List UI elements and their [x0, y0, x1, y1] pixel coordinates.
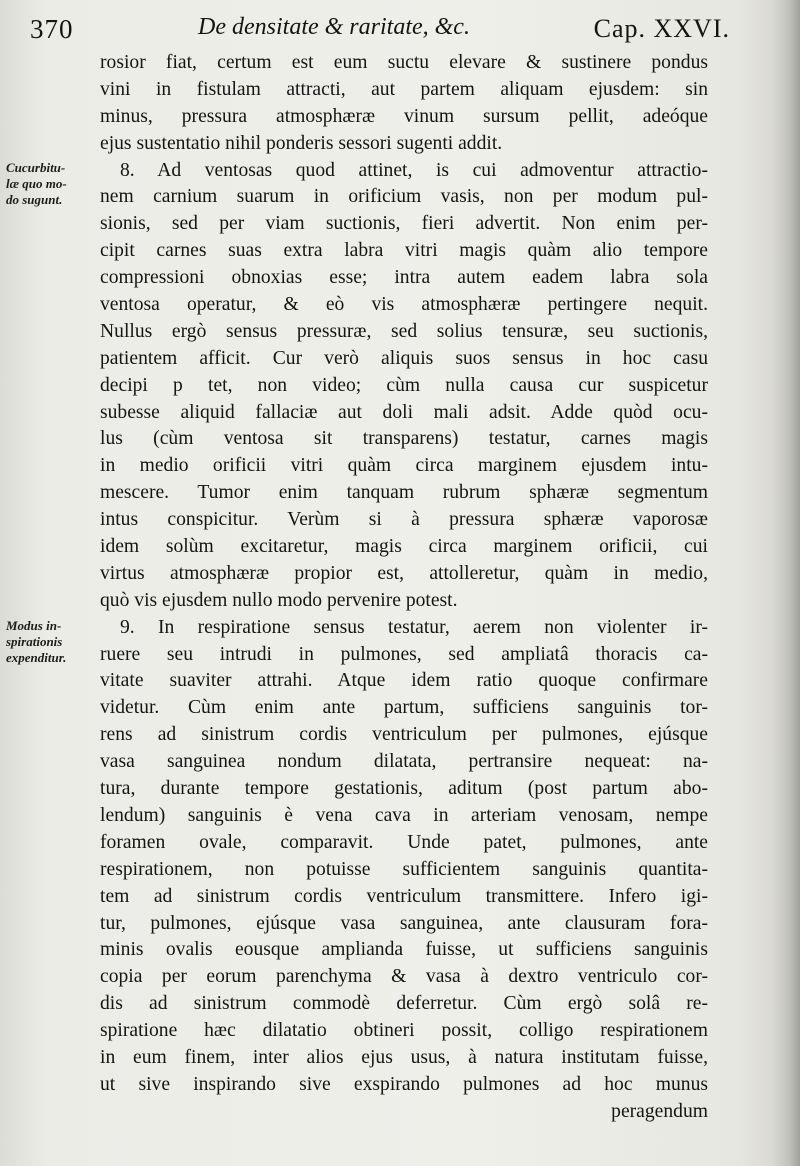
text-line: intus conspicitur. Verùm si à pressura sphæræ vaporosæ	[100, 509, 708, 531]
text-line: mescere. Tumor enim tanquam rubrum sphæræ segmentum	[100, 482, 708, 504]
text-line: vini in fistulam attracti, aut partem aliquam ejusdem: sin	[100, 78, 708, 100]
margin-note-line: expenditur.	[6, 650, 67, 665]
text-line: ut sive inspirando sive exspirando pulmones ad hoc munus	[100, 1073, 708, 1095]
text-line: respirationem, non potuisse sufficientem sanguinis quantita-	[100, 858, 708, 880]
text-line: idem solùm excitaretur, magis circa marginem orificii, cui	[100, 536, 708, 558]
paragraph-8-start: 8. Ad ventosas quod attinet, is cui admoventur attractio-	[120, 159, 708, 181]
margin-note-line: spirationis	[6, 634, 63, 649]
chapter-label: Cap. XXVI.	[593, 14, 730, 43]
text-line: sionis, sed per viam suctionis, fieri advertit. Non enim per-	[100, 213, 708, 235]
text-line: dis ad sinistrum commodè deferretur. Cùm ergò solâ re-	[100, 993, 708, 1015]
text-line: decipi p tet, non video; cùm nulla causa cur suspicetur	[100, 374, 708, 396]
text-line: in medio orificii vitri quàm circa marginem ejusdem intu-	[100, 455, 708, 477]
text-line: cipit carnes suas extra labra vitri magis quàm alio tempore	[100, 240, 708, 262]
text-line: Nullus ergò sensus pressuræ, sed solius tensuræ, seu suctionis,	[100, 320, 708, 342]
text-line: vasa sanguinea nondum dilatata, pertransire nequeat: na-	[100, 751, 708, 773]
text-line: virtus atmosphæræ propior est, attolleretur, quàm in medio,	[100, 562, 708, 584]
text-line: compressioni obnoxias esse; intra autem eadem labra sola	[100, 267, 708, 289]
margin-note-respiration	[6, 618, 96, 666]
text-line: patientem afficit. Cur verò aliquis suos sensus in hoc casu	[100, 347, 708, 369]
text-line: quò vis ejusdem nullo modo pervenire potest.	[100, 589, 458, 611]
text-line: tura, durante tempore gestationis, aditum (post partum abo-	[100, 778, 708, 800]
margin-note-cupping	[6, 160, 96, 208]
margin-note-line: Cucurbitu-	[6, 160, 66, 175]
text-line: videtur. Cùm enim ante partum, sufficiens sanguinis tor-	[100, 697, 708, 719]
text-line: vitate suaviter attrahi. Atque idem ratio quoque confirmare	[100, 670, 708, 692]
text-line: rens ad sinistrum cordis ventriculum per pulmones, ejúsque	[100, 724, 708, 746]
text-line: tur, pulmones, ejúsque vasa sanguinea, ante clausuram fora-	[100, 912, 708, 934]
running-title: De densitate & raritate, &c.	[198, 14, 470, 40]
text-line: foramen ovale, comparavit. Unde patet, pulmones, ante	[100, 831, 708, 853]
margin-note-line: do sugunt.	[6, 192, 63, 207]
text-line: ventosa operatur, & eò vis atmosphæræ pertingere nequit.	[100, 294, 708, 316]
text-line: rosior fiat, certum est eum suctu elevare & sustinere pondus	[100, 52, 708, 73]
text-line: ruere seu intrudi in pulmones, sed ampliatâ thoracis ca-	[100, 643, 708, 665]
running-header	[30, 8, 730, 48]
text-line: ejus sustentatio nihil ponderis sessori sugenti addit.	[100, 132, 503, 154]
page-number: 370	[30, 14, 74, 44]
body-text	[100, 50, 708, 1126]
text-line: copia per eorum parenchyma & vasa à dextro ventriculo cor-	[100, 966, 708, 988]
text-line: minus, pressura atmosphæræ vinum sursum pellit, adeóque	[100, 105, 708, 127]
text-line: in eum finem, inter alios ejus usus, à natura institutam fuisse,	[100, 1046, 708, 1068]
text-line: nem carnium suarum in orificium vasis, non per modum pul-	[100, 186, 708, 208]
text-line: subesse aliquid fallaciæ aut doli mali adsit. Adde quòd ocu-	[100, 401, 708, 423]
page-edge-shadow	[772, 0, 800, 1166]
text-line: minis ovalis eousque amplianda fuisse, ut sufficiens sanguinis	[100, 939, 708, 961]
catchword: peragendum	[611, 1100, 708, 1122]
text-line: lus (cùm ventosa sit transparens) testatur, carnes magis	[100, 428, 708, 450]
paragraph-9-start: 9. In respiratione sensus testatur, aerem non violenter ir-	[120, 616, 708, 638]
text-line: lendum) sanguinis è vena cava in arteriam venosam, nempe	[100, 804, 708, 826]
margin-note-line: læ quo mo-	[6, 176, 67, 191]
text-line: spiratione hæc dilatatio obtineri possit, colligo respirationem	[100, 1020, 708, 1042]
margin-note-line: Modus in-	[6, 618, 62, 633]
text-line: tem ad sinistrum cordis ventriculum transmittere. Infero igi-	[100, 885, 708, 907]
